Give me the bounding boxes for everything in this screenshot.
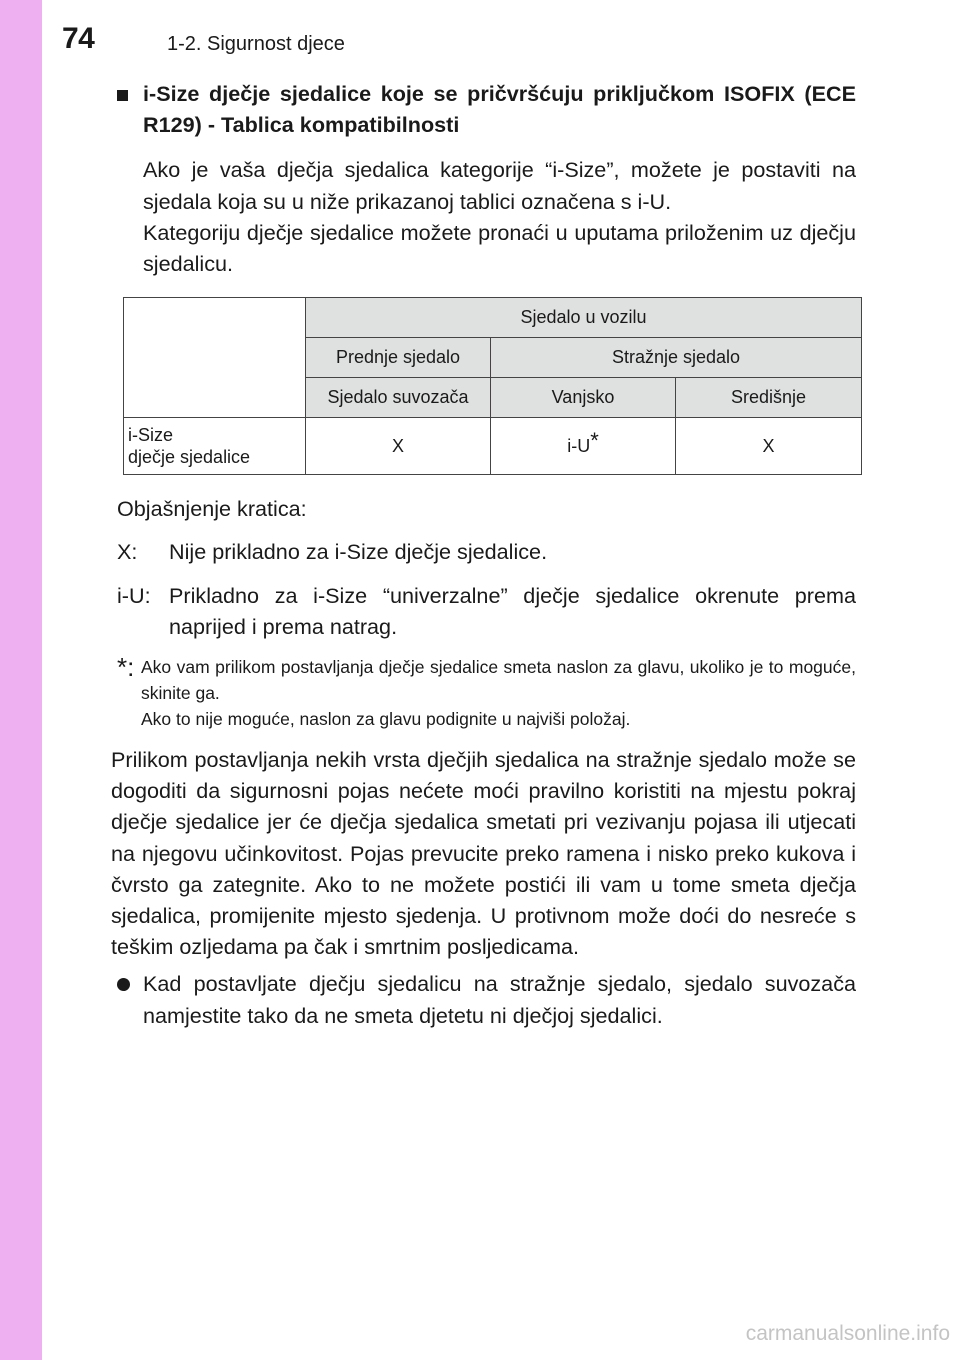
footnote <box>117 654 856 732</box>
footnote-line2: Ako to nije moguće, naslon za glavu podignite u najviši položaj. <box>141 709 631 730</box>
abbreviations-title: Objašnjenje kratica: <box>117 496 307 522</box>
intro-paragraph: Ako je vaša dječja sjedalica kategorije “i-Size”, možete je postaviti na sjedala koja su u niže prikazanoj tablici označena s i-U. <box>143 157 856 214</box>
isize-section <box>117 78 856 279</box>
footnote-marker: *: <box>117 652 135 683</box>
row-label-line1: i-Size <box>128 425 174 446</box>
table-header-center: Središnje <box>676 378 862 418</box>
table-cell-center: X <box>676 418 862 475</box>
body-paragraph: Prilikom postavljanja nekih vrsta dječjih sjedalica na stražnje sjedalo može se dogoditi da sigurnosni pojas nećete moći pravilno koristiti na mjestu pokraj dječje sjedalice jer će dječja sjedalica smetati pri vezivanju pojasa ili utjecati na njegovu učinkovitost. Pojas prevucite preko ramena i nisko preko kukova i čvrsto ga zategnite. Ako to ne možete postići ili vam u tome smeta dječja sjedalica, promijenite mjesto sjedenja. U protivnom može doći do nesreće s teškim ozljedama pa čak i smrtnim posljedicama. <box>111 747 856 960</box>
table-cell-passenger: X <box>306 418 491 475</box>
table-header-outer: Vanjsko <box>491 378 676 418</box>
round-bullet-icon <box>117 968 130 999</box>
footnote-line1: Ako vam prilikom postavljanja dječje sjedalice smeta naslon za glavu, ukoliko je to moguće, skinite ga. <box>141 657 856 704</box>
page-header <box>0 0 960 84</box>
square-bullet-icon <box>117 78 128 109</box>
page-content <box>111 78 856 1031</box>
table-header-seat: Sjedalo u vozilu <box>306 298 862 338</box>
definition-term: i-U: <box>117 582 151 608</box>
table-header-passenger: Sjedalo suvozača <box>306 378 491 418</box>
watermark: carmanualsonline.info <box>745 1322 950 1345</box>
intro-paragraph-2: Kategoriju dječje sjedalice možete pronaći u uputama priloženim uz dječju sjedalicu. <box>143 219 856 277</box>
definition-desc: Nije prikladno za i-Size dječje sjedalice. <box>169 539 548 565</box>
table-row-label <box>124 418 306 475</box>
cell-value-iu: i-U <box>567 435 591 456</box>
tip-text: Kad postavljate dječju sjedalicu na stražnje sjedalo, sjedalo suvozača namjestite tako da ne smeta djetetu ni dječjoj sjedalici. <box>143 971 856 1028</box>
compatibility-table <box>123 297 862 475</box>
table-corner-cell <box>124 298 306 418</box>
definition-item <box>117 580 856 642</box>
table-header-rear: Stražnje sjedalo <box>491 338 862 378</box>
section-heading: i-Size dječje sjedalice koje se pričvršćuju priključkom ISOFIX (ECE R129) - Tablica kompatibilnosti <box>143 81 856 138</box>
definition-item <box>117 536 856 567</box>
table-header-front: Prednje sjedalo <box>306 338 491 378</box>
definition-term: X: <box>117 539 138 565</box>
definition-desc: Prikladno za i-Size “univerzalne” dječje sjedalice okrenute prema naprijed i prema natrag. <box>169 582 856 639</box>
row-label-line2: dječje sjedalice <box>128 447 251 468</box>
asterisk-mark: * <box>590 427 599 453</box>
side-tab-bar <box>0 0 42 1360</box>
table-cell-outer <box>491 418 676 475</box>
rear-seat-tip <box>117 968 856 1030</box>
page-number: 74 <box>62 22 95 55</box>
section-title: 1-2. Sigurnost djece <box>167 33 345 55</box>
